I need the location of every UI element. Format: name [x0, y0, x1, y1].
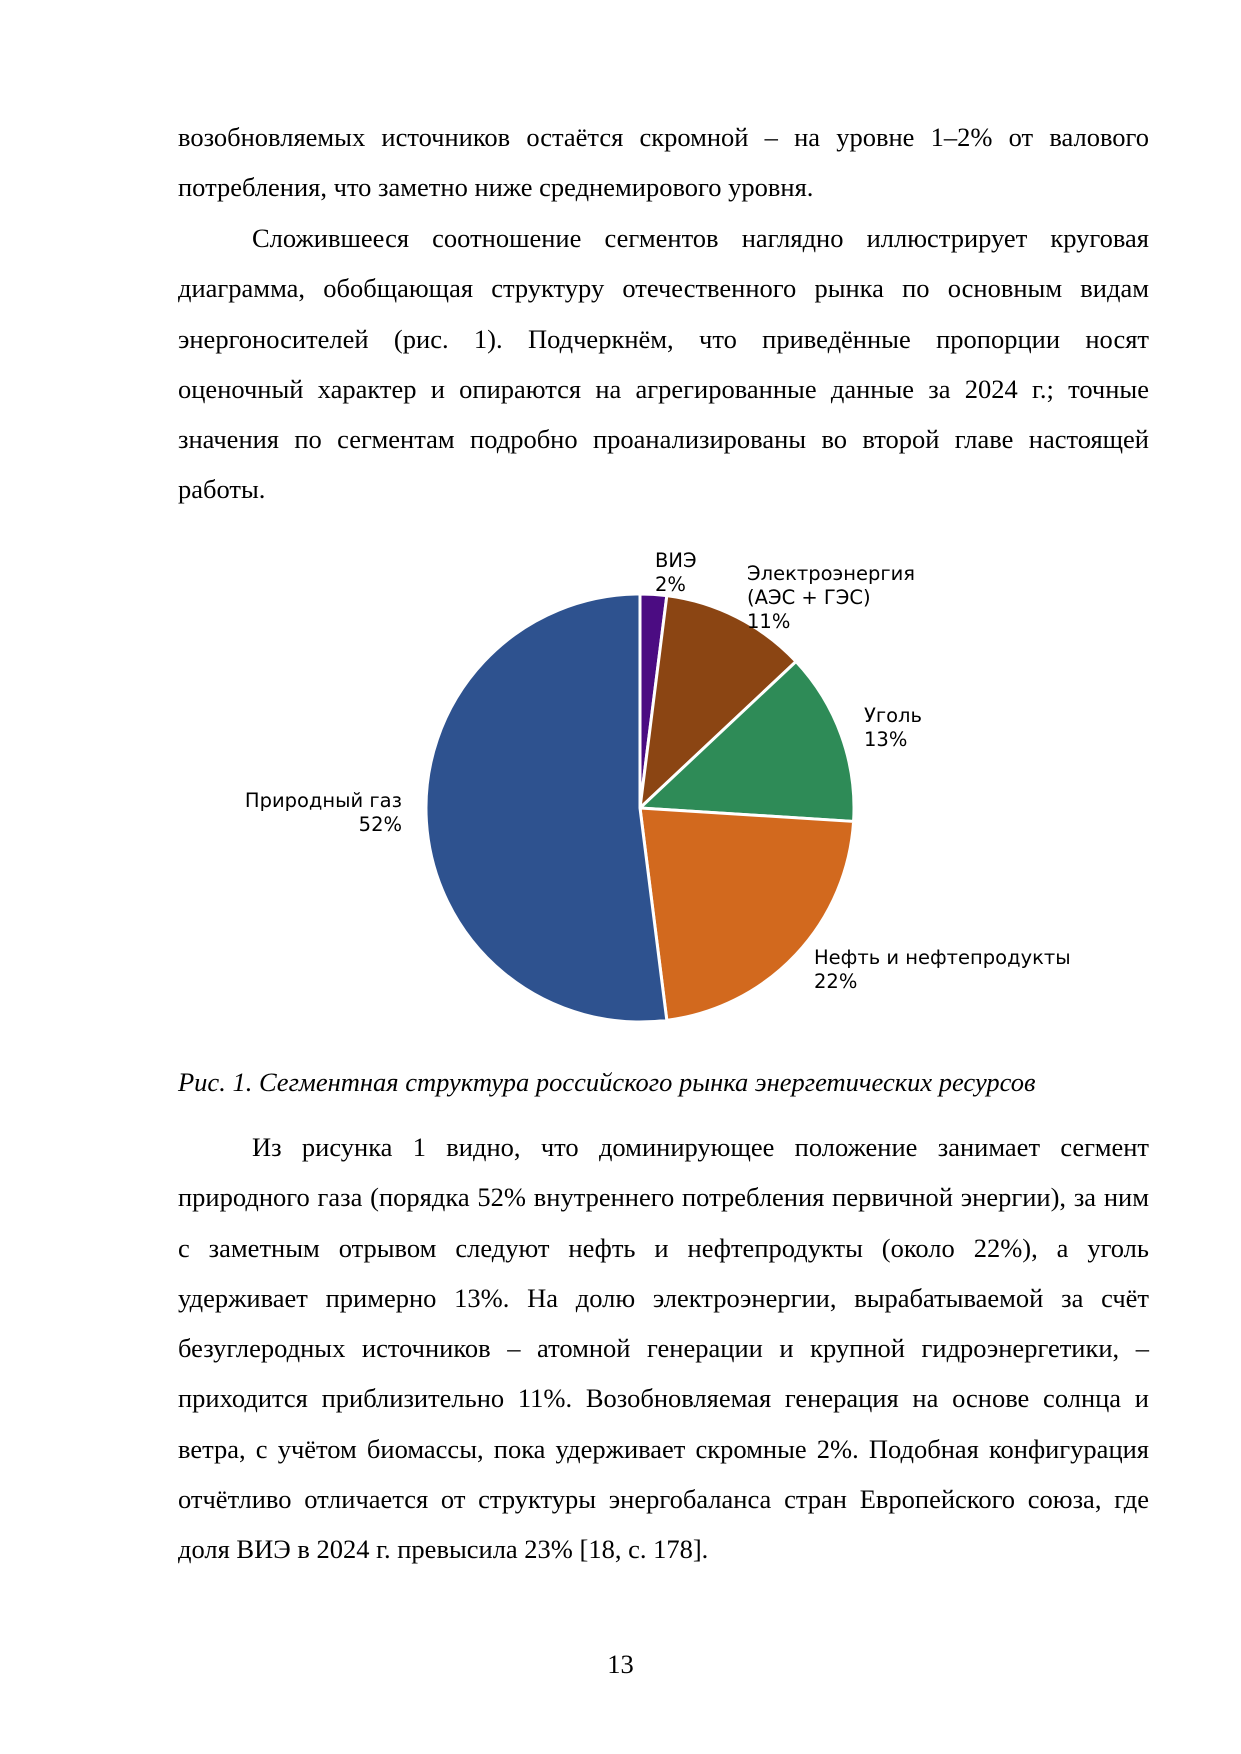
pie-slice-label: ВИЭ 2%: [655, 549, 697, 596]
pie-chart: [178, 540, 1149, 1040]
pie-slice: [426, 594, 667, 1022]
body-paragraph-2: Сложившееся соотношение сегментов наглядно иллюстрирует круговая диаграмма, обобщающая структуру отечественного рынка по основным видам энергоносителей (рис. 1). Подчеркнём, что приведённые пропорции носят оценочный характер и опираются на агрегированные данные за 2024 г.; точные значения по сегментам подробно проанализированы во второй главе настоящей работы.: [178, 223, 1149, 505]
body-paragraph-1: возобновляемых источников остаётся скромной – на уровне 1–2% от валового потребления, что заметно ниже среднемирового уровня.: [178, 122, 1149, 203]
figure-caption: Рис. 1. Сегментная структура российского рынка энергетических ресурсов: [178, 1067, 1036, 1097]
figure-pie-chart: [178, 540, 1149, 1040]
pie-slice-label: Уголь 13%: [864, 704, 923, 751]
pie-slice-label: Нефть и нефтепродукты 22%: [814, 946, 1071, 993]
pie-slice-label: Природный газ 52%: [244, 789, 402, 836]
body-paragraph-3: Из рисунка 1 видно, что доминирующее положение занимает сегмент природного газа (порядка 52% внутреннего потребления первичной энергии), за ним с заметным отрывом следуют нефть и нефтепродукты (около 22%), а уголь удерживает примерно 13%. На долю электроэнергии, вырабатываемой за счёт безуглеродных источников – атомной генерации и крупной гидроэнергетики, – приходится приблизительно 11%. Возобновляемая генерация на основе солнца и ветра, с учётом биомассы, пока удерживает скромные 2%. Подобная конфигурация отчётливо отличается от структуры энергобаланса стран Европейского союза, где доля ВИЭ в 2024 г. превысила 23% [18, с. 178].: [178, 1132, 1149, 1565]
pie-slice-label: Электроэнергия (АЭС + ГЭС) 11%: [747, 562, 915, 633]
page-number: 13: [607, 1649, 634, 1679]
